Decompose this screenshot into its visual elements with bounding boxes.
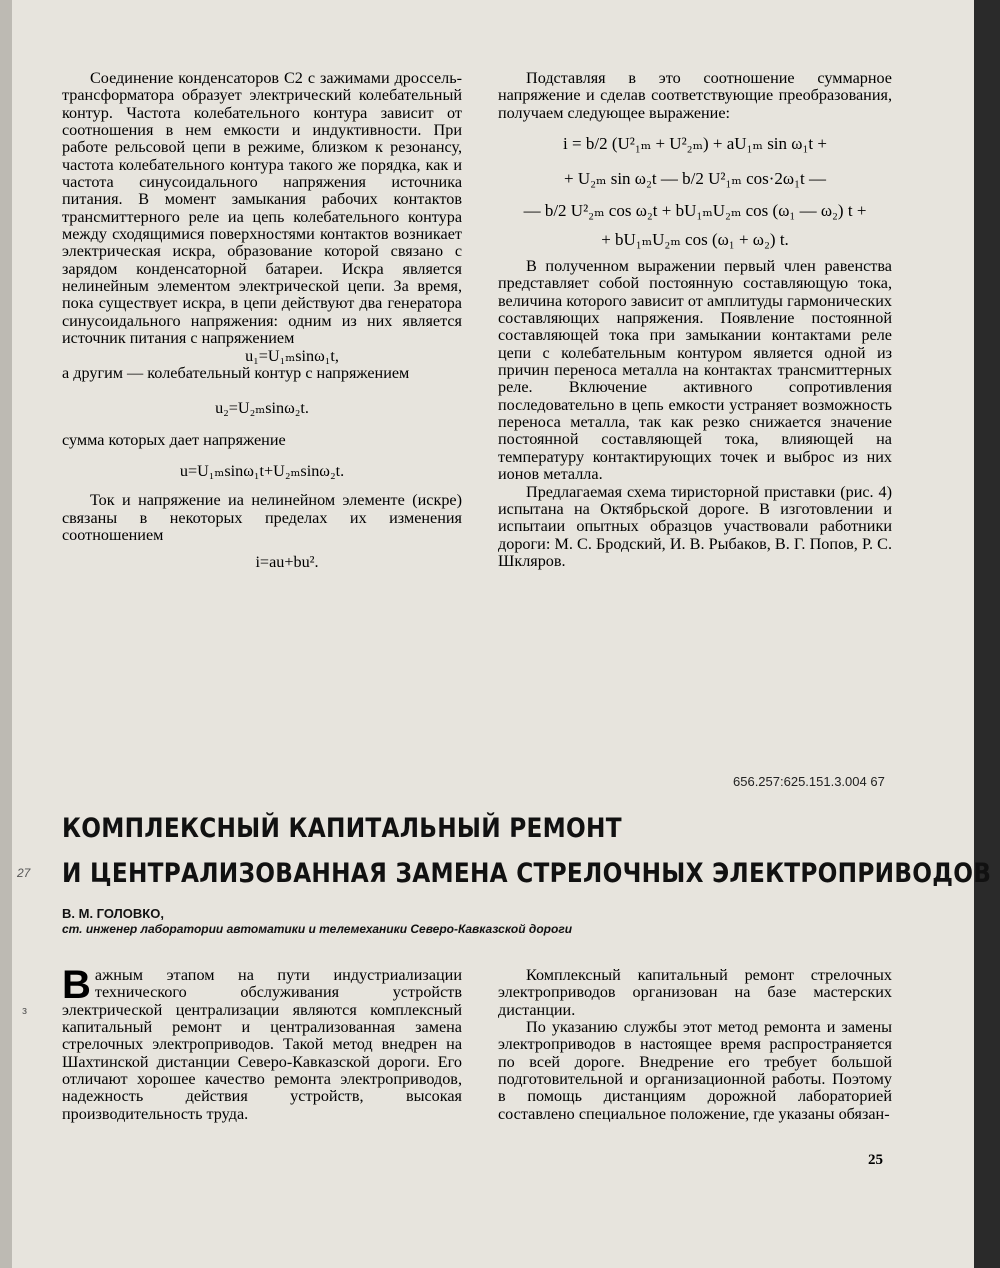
- equation-line: + bU₁ₘU₂ₘ cos (ω₁ + ω₂) t.: [601, 230, 789, 250]
- page-binding: [0, 0, 12, 1268]
- paragraph: Комплексный капитальный ремонт стрелочных электроприводов организован на базе мастерских дистанции.: [498, 966, 892, 1019]
- drop-cap: В: [62, 963, 91, 1007]
- scan-edge: [974, 0, 1000, 1268]
- udc-code: 656.257:625.151.3.004 67: [733, 774, 885, 789]
- page-number: 25: [868, 1152, 883, 1168]
- author-name: В. М. ГОЛОВКО,: [62, 906, 164, 921]
- author-affiliation: ст. инженер лаборатории автоматики и телемеханики Северо-Кавказской дороги: [62, 922, 573, 936]
- formula: u₂=U₂ₘsinω₂t.: [215, 399, 309, 418]
- equation-line: + U₂ₘ sin ω₂t — b/2 U²₁ₘ cos·2ω₁t —: [563, 169, 826, 189]
- equation-line: — b/2 U²₂ₘ cos ω₂t + bU₁ₘU₂ₘ cos (ω₁ — ω₂) t +: [523, 201, 867, 221]
- margin-mark: з: [22, 1005, 28, 1017]
- equation-line: i = b/2 (U²₁ₘ + U²₂ₘ) + aU₁ₘ sin ω₁t +: [563, 134, 827, 154]
- left-column: [62, 70, 462, 572]
- equation: [498, 126, 892, 254]
- paragraph: Предлагаемая схема тиристорной приставки (рис. 4) испытана на Октябрьской дороге. В изготовлении и испытаии опытных образцов участвовали работники дороги: М. С. Бродский, И. В. Рыбаков, В. Г. Попов, Р. С. Шкляров.: [498, 482, 892, 570]
- paragraph: Ток и напряжение иа нелинейном элементе (искре) связаны в некоторых пределах их изменения соотношением: [62, 491, 462, 544]
- formula: i=au+bu².: [255, 553, 319, 572]
- paragraph: [62, 963, 462, 1123]
- title-line: И ЦЕНТРАЛИЗОВАННАЯ ЗАМЕНА СТРЕЛОЧНЫХ ЭЛЕКТРОПРИВОДОВ: [62, 858, 992, 889]
- paragraph: сумма которых дает напряжение: [62, 430, 286, 449]
- paragraph: По указанию службы этот метод ремонта и замены электроприводов в настоящее время распространяется по всей дороге. Внедрение его требует большой подготовительной и организационной работы. Поэтому в помощь дистанциям дорожной лабораторией составлено специальное положение, где указаны обязан-: [498, 1018, 892, 1123]
- formula: u=U₁ₘsinω₁t+U₂ₘsinω₂t.: [179, 461, 345, 480]
- right-column: [498, 70, 892, 570]
- paragraph-text: ажным этапом на пути индустриализации технического обслуживания устройств электрической централизации являются комплексный капитальный ремонт и централизованная замена стрелочных электроприводов. Такой метод внедрен на Шахтинской дистанции Северо-Кавказской дороги. Его отличают хорошее качество ремонта электроприводов, надежность действия устройств, высокая производительность труда.: [62, 966, 462, 1123]
- margin-handwritten-number: 27: [17, 866, 31, 880]
- paragraph: Соединение конденсаторов С2 с зажимами дроссель-трансформатора образует электрический колебательный контур. Частота колебательного контура зависит от соотношения в нем емкости и индуктивности. При работе рельсовой цепи в режиме, близком к резонансу, частота колебательного контура такого же порядка, как и частота синусоидального напряжения источника питания. В момент замыкания рабочих контактов трансмиттерного реле иа цепь колебательного контура между сходящимися поверхностями контактов возникает электрическая искра, образование которой связано с зарядом конденсаторной батареи. Искра является нелинейным элементом электрической цепи. За время, пока существует искра, в цепи действуют два генератора синусоидального напряжения: одним из них является источник питания с напряжением: [62, 69, 462, 348]
- article-left-column: [62, 963, 462, 1123]
- paragraph: Подставляя в это соотношение суммарное напряжение и сделав соответствующие преобразования, получаем следующее выражение:: [498, 69, 892, 122]
- article-title: [62, 806, 991, 896]
- paragraph: а другим — колебательный контур с напряжением: [62, 363, 410, 382]
- title-line: КОМПЛЕКСНЫЙ КАПИТАЛЬНЫЙ РЕМОНТ: [62, 813, 622, 844]
- article-right-column: [498, 967, 892, 1123]
- formula: u₁=U₁ₘsinω₁t,: [245, 346, 339, 365]
- paragraph: В полученном выражении первый член равенства представляет собой постоянную составляющую тока, величина которого зависит от амплитуды гармонических составляющих напряжения. Появление постоянной составляющей тока при замыкании контактами реле цепи с колебательным контуром является одной из причин переноса металла на контактах трансмиттерных реле. Включение активного сопротивления последовательно в цепь емкости устраняет возможность переноса металла, так как резко снижается значение постоянной составляющей тока, влияющей на температуру контактирующих точек и выброс из них ионов металла.: [498, 257, 892, 484]
